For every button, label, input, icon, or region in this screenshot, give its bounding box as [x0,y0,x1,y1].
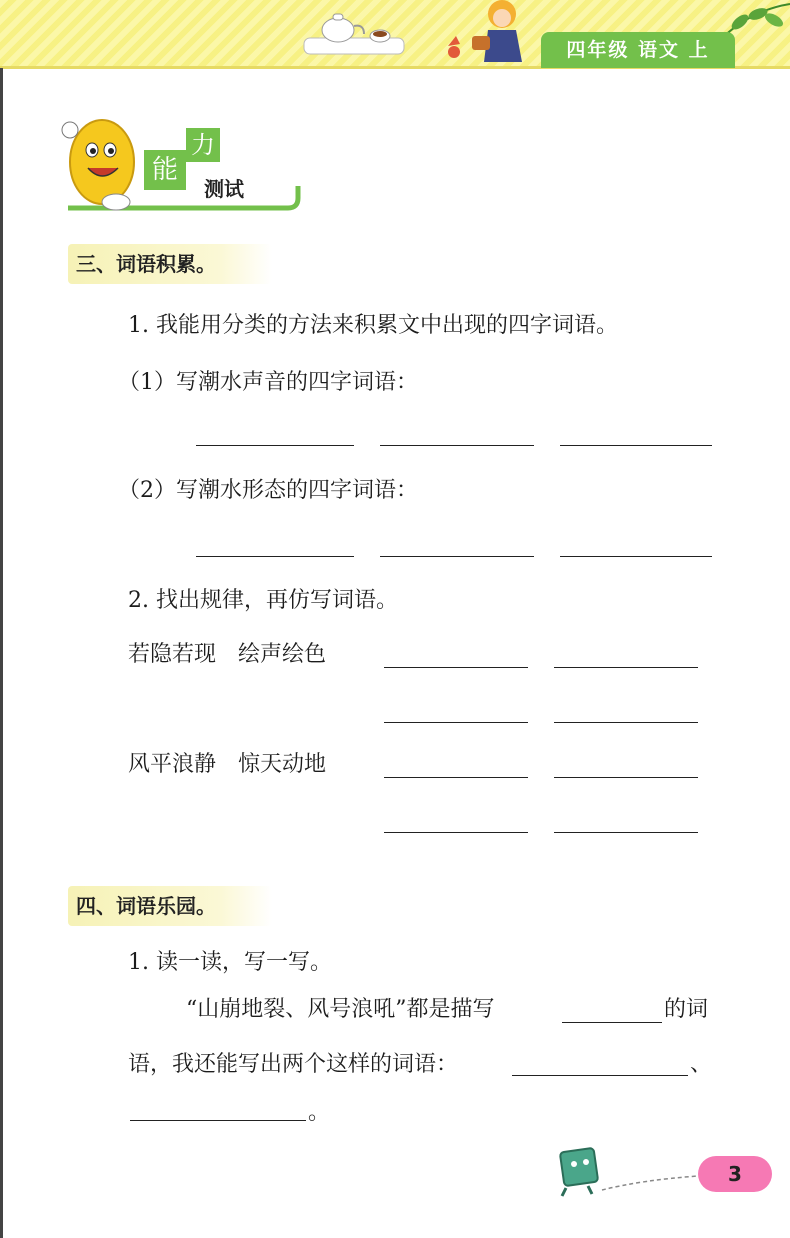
paragraph-part-2: 的词 [664,997,709,1022]
tea-set-illustration [300,8,410,64]
page-left-border [0,68,3,1238]
paragraph-part-4: 、 [690,1052,713,1077]
answer-blank[interactable] [384,667,528,668]
answer-blank[interactable] [384,722,528,723]
paragraph-part-5: 。 [308,1100,331,1125]
answer-blank[interactable] [384,777,528,778]
question-3-1-sub1: （1）写潮水声音的四字词语： [118,370,418,395]
answer-blank[interactable] [380,445,534,446]
girl-illustration [440,0,540,66]
answer-blank[interactable] [560,556,712,557]
section-3-title: 三、词语积累。 [68,244,272,284]
answer-blank[interactable] [554,722,698,723]
answer-blank[interactable] [196,445,354,446]
answer-blank[interactable] [512,1075,688,1076]
example-words-row-1: 若隐若现 绘声绘色 [128,642,327,667]
answer-blank[interactable] [384,832,528,833]
cube-character-illustration [552,1140,702,1200]
paragraph-part-1: “山崩地裂、风号浪吼”都是描写 [186,997,495,1022]
page-number-badge: 3 [698,1156,772,1192]
badge-char-li: 力 [191,131,215,159]
answer-blank[interactable] [554,667,698,668]
question-3-2: 2. 找出规律，再仿写词语。 [128,588,398,613]
badge-char-neng: 能 [151,155,178,185]
answer-blank[interactable] [196,556,354,557]
answer-blank[interactable] [560,445,712,446]
answer-blank[interactable] [562,1022,662,1023]
section-4-title: 四、词语乐园。 [68,886,272,926]
question-4-1: 1. 读一读，写一写。 [128,950,332,975]
answer-blank[interactable] [554,832,698,833]
answer-blank[interactable] [130,1120,306,1121]
example-words-row-2: 风平浪静 惊天动地 [128,752,327,777]
answer-blank[interactable] [380,556,534,557]
grade-subject-label: 四年级 语文 上 [541,32,735,68]
paragraph-part-3: 语，我还能写出两个这样的词语： [128,1052,459,1077]
question-3-1: 1. 我能用分类的方法来积累文中出现的四字词语。 [128,313,618,338]
answer-blank[interactable] [554,777,698,778]
question-3-1-sub2: （2）写潮水形态的四字词语： [118,478,418,503]
badge-subtitle: 测试 [204,177,244,201]
